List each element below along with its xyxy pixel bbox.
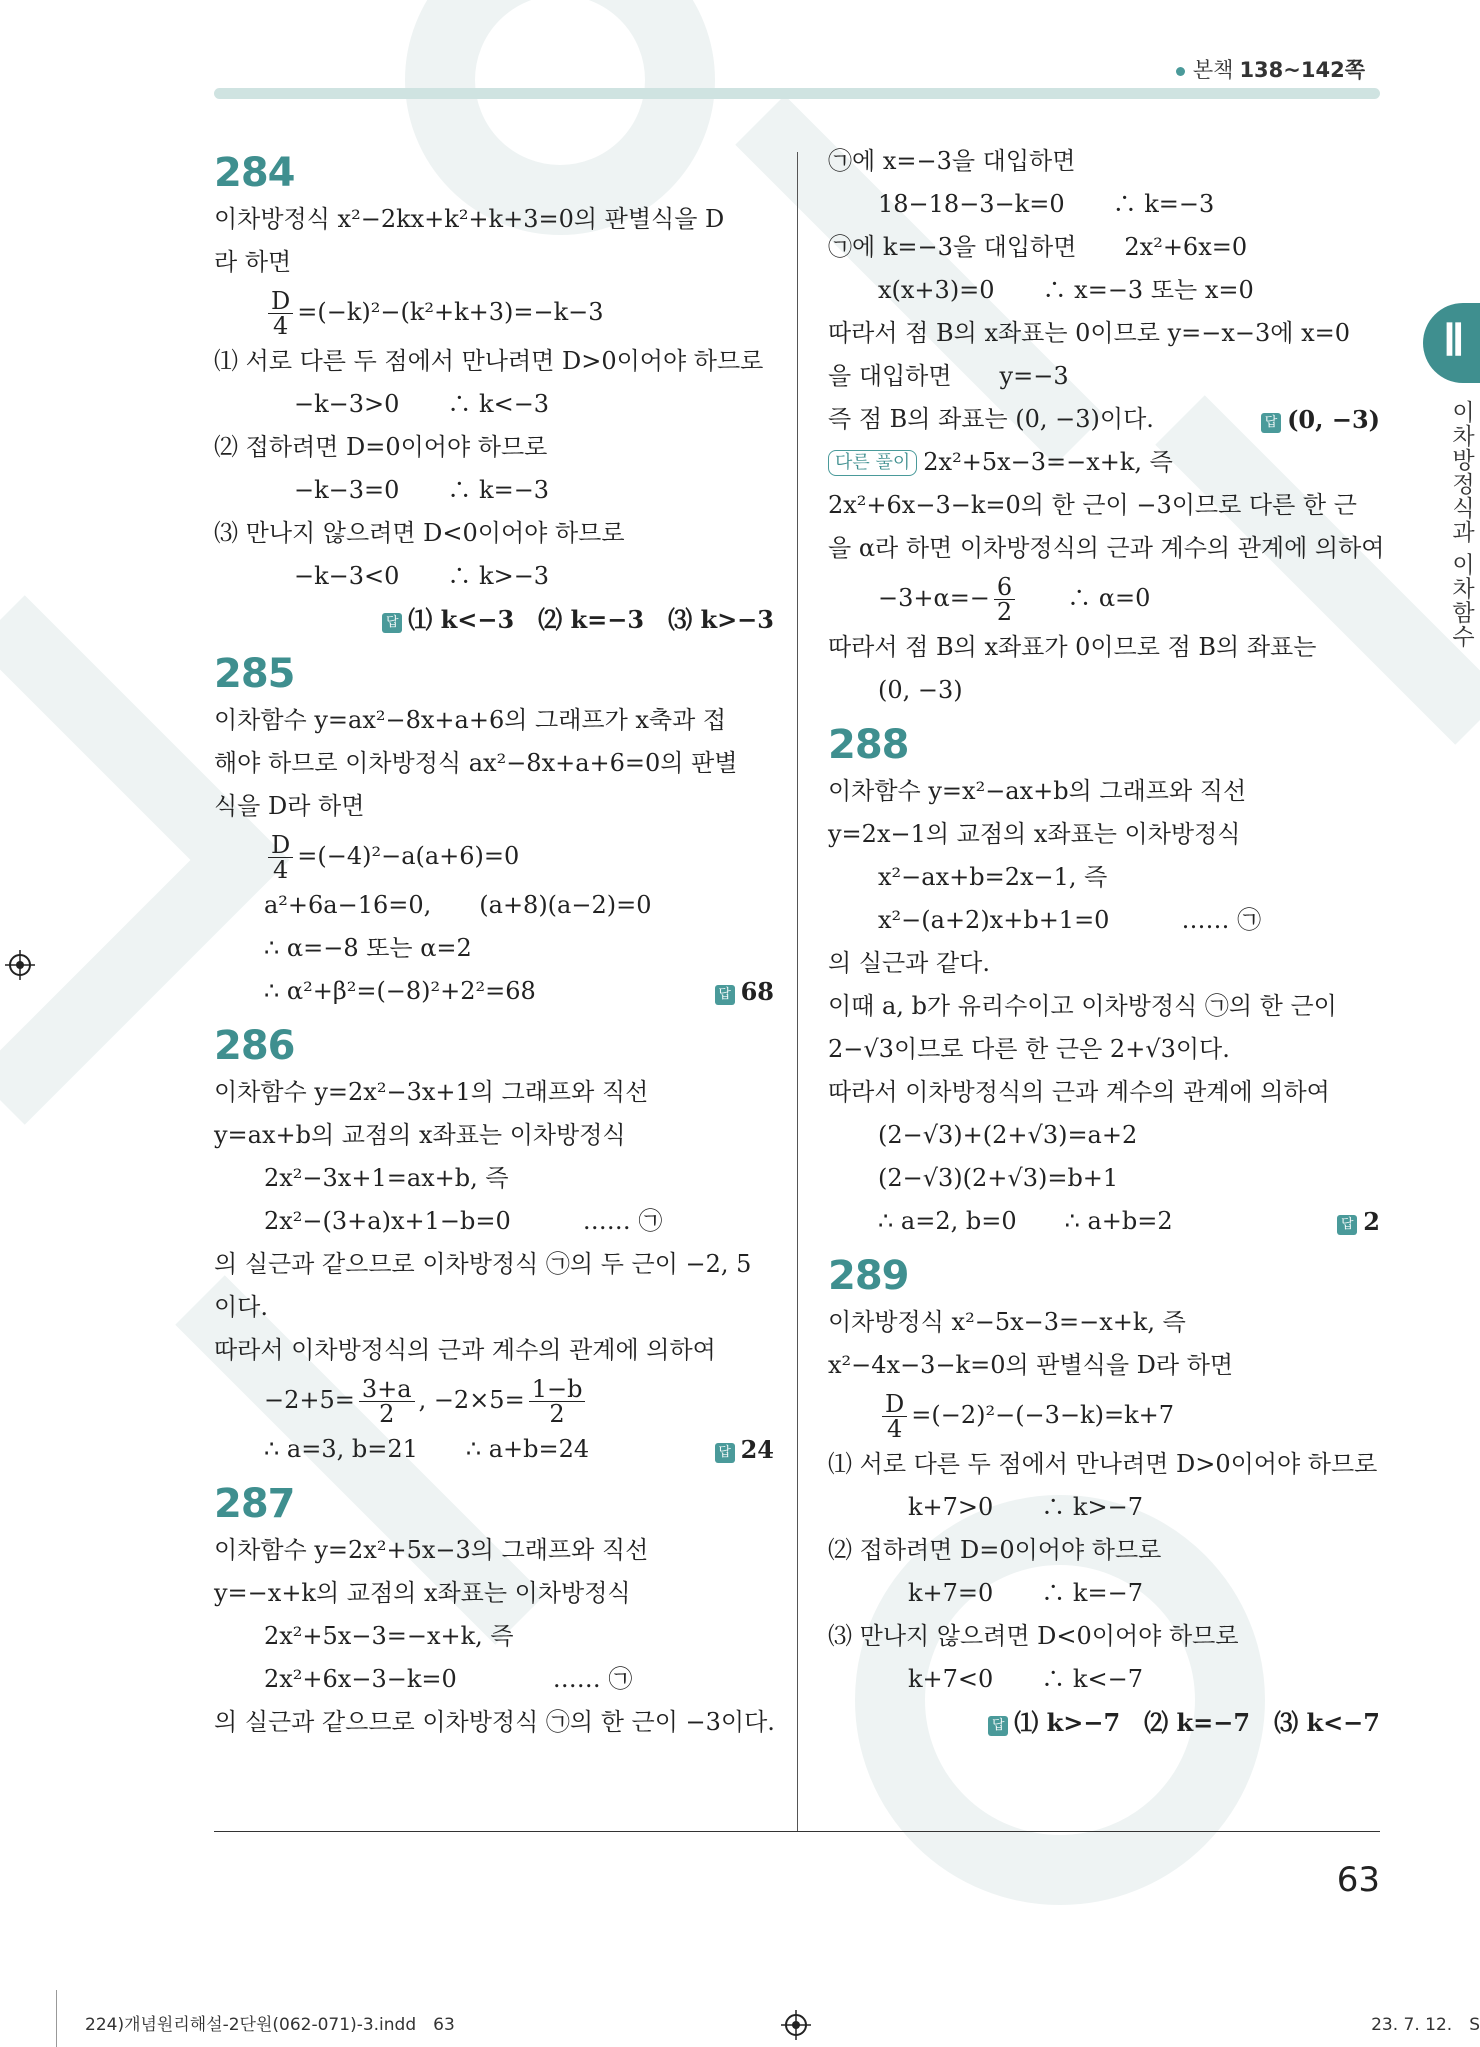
footer-date: 23. 7. 12. S [1371, 2015, 1480, 2035]
text-line: y=2x−1의 교점의 x좌표는 이차방정식 [828, 820, 1241, 848]
formula-line: 2x²−(3+a)x+1−b=0 …… ㉠ [264, 1207, 663, 1235]
crop-mark [56, 1990, 57, 2047]
formula-line: (2−√3)(2+√3)=b+1 [878, 1164, 1119, 1192]
text-line: 즉 점 B의 좌표는 (0, −3)이다. 답 (0, −3) [828, 405, 1380, 434]
problem-number: 287 [214, 1481, 295, 1527]
text-line: ⑶ 만나지 않으려면 D<0이어야 하므로 [214, 519, 625, 547]
page-reference: 본책 138~142쪽 [1176, 54, 1365, 84]
fraction: $\frac{D}{4}$ [268, 289, 293, 338]
right-column [828, 140, 1385, 1744]
text-line: 이차함수 y=2x²−3x+1의 그래프와 직선 [214, 1078, 649, 1106]
text-line: 해야 하므로 이차방정식 ax²−8x+a+6=0의 판별 [214, 749, 738, 777]
chapter-tab: Ⅱ [1423, 303, 1480, 383]
text-line: 이차방정식 x²−2kx+k²+k+3=0의 판별식을 D [214, 205, 725, 233]
text-line: ⑶ 만나지 않으려면 D<0이어야 하므로 [828, 1622, 1239, 1650]
formula-line: x²−(a+2)x+b+1=0 …… ㉠ [878, 906, 1262, 934]
text-line: 다른 풀이 2x²+5x−3=−x+k, 즉 [828, 441, 1380, 484]
problem-number: 284 [214, 150, 295, 196]
text-line: 이차함수 y=2x²+5x−3의 그래프와 직선 [214, 1536, 649, 1564]
formula-line: k+7<0 ∴ k<−7 [908, 1665, 1143, 1693]
fraction: $\frac{3+a}{2}$ [359, 1377, 415, 1426]
header-bar [214, 88, 1380, 99]
fraction: $\frac{6}{2}$ [994, 575, 1015, 624]
text-line: 이차함수 y=x²−ax+b의 그래프와 직선 [828, 777, 1247, 805]
formula-line: $\frac{D}{4}$ =(−k)²−(k²+k+3)=−k−3 [214, 284, 774, 340]
formula-line: $\frac{D}{4}$ =(−2)²−(−3−k)=k+7 [828, 1387, 1380, 1443]
formula-line: $\frac{D}{4}$ =(−4)²−a(a+6)=0 [214, 828, 774, 884]
formula-line: −k−3>0 ∴ k<−3 [294, 390, 550, 418]
formula-line: x²−ax+b=2x−1, 즉 [878, 863, 1108, 891]
answer-icon: 답 [715, 985, 735, 1005]
answer-icon: 답 [1261, 413, 1281, 433]
text-line: 따라서 이차방정식의 근과 계수의 관계에 의하여 [214, 1336, 716, 1364]
formula-line: −2+5= $\frac{3+a}{2}$ , −2×5= $\frac{1-b}{2}$ [214, 1372, 774, 1428]
formula-line: −k−3<0 ∴ k>−3 [294, 562, 550, 590]
chapter-title: 이차방정식과 이차함수 [1448, 400, 1474, 649]
problem-number: 288 [828, 722, 909, 768]
bottom-rule [214, 1831, 1380, 1832]
text-line: ⑵ 접하려면 D=0이어야 하므로 [214, 433, 548, 461]
formula-line: 2x²−3x+1=ax+b, 즉 [264, 1164, 509, 1192]
left-column [214, 140, 774, 1744]
answer: 답 ⑴ k>−7 ⑵ k=−7 ⑶ k<−7 [828, 1701, 1380, 1744]
answer-icon: 답 [1337, 1215, 1357, 1235]
answer-icon: 답 [382, 613, 402, 633]
text-line: 을 대입하면 y=−3 [828, 362, 1069, 390]
text-line: ㉠에 k=−3을 대입하면 2x²+6x=0 [828, 233, 1248, 261]
text-line: 이때 a, b가 유리수이고 이차방정식 ㉠의 한 근이 [828, 992, 1337, 1020]
formula-line: ∴ a=3, b=21 ∴ a+b=24 답 24 [264, 1435, 774, 1464]
text-line: 2−√3이므로 다른 한 근은 2+√3이다. [828, 1035, 1230, 1063]
formula-line: 2x²+5x−3=−x+k, 즉 [264, 1622, 514, 1650]
formula-line: (2−√3)+(2+√3)=a+2 [878, 1121, 1138, 1149]
formula-line: k+7>0 ∴ k>−7 [908, 1493, 1143, 1521]
registration-mark-icon [5, 950, 35, 980]
text-line: 따라서 이차방정식의 근과 계수의 관계에 의하여 [828, 1078, 1330, 1106]
text-line: 을 α라 하면 이차방정식의 근과 계수의 관계에 의하여 [828, 534, 1385, 562]
fraction: $\frac{1-b}{2}$ [529, 1377, 586, 1426]
formula-line: k+7=0 ∴ k=−7 [908, 1579, 1143, 1607]
problem-number: 286 [214, 1023, 295, 1069]
formula-line: x(x+3)=0 ∴ x=−3 또는 x=0 [878, 276, 1254, 304]
text-line: 의 실근과 같다. [828, 949, 990, 977]
problem-number: 285 [214, 651, 295, 697]
alt-solution-badge: 다른 풀이 [828, 450, 917, 476]
problem-number: 289 [828, 1253, 909, 1299]
registration-mark-icon [781, 2010, 811, 2040]
formula-line: ∴ α²+β²=(−8)²+2²=68 답 68 [264, 977, 774, 1006]
text-line: 따라서 점 B의 x좌표는 0이므로 y=−x−3에 x=0 [828, 319, 1351, 347]
text-line: 2x²+6x−3−k=0의 한 근이 −3이므로 다른 한 근 [828, 491, 1357, 519]
bullet-icon [1176, 67, 1185, 76]
fraction: $\frac{D}{4}$ [268, 833, 293, 882]
formula-line: −3+α=− $\frac{6}{2}$ ∴ α=0 [878, 573, 1151, 626]
text-line: ⑵ 접하려면 D=0이어야 하므로 [828, 1536, 1162, 1564]
text-line: 식을 D라 하면 [214, 792, 365, 820]
text-line: 따라서 점 B의 x좌표가 0이므로 점 B의 좌표는 [828, 633, 1317, 661]
answer-icon: 답 [988, 1716, 1008, 1736]
text-line: 라 하면 [214, 248, 292, 276]
footer-filename: 224)개념원리해설-2단원(062-071)-3.indd 63 [85, 2015, 455, 2035]
formula-line: ∴ a=2, b=0 ∴ a+b=2 답 2 [878, 1207, 1380, 1236]
answer-icon: 답 [715, 1443, 735, 1463]
answer: 답 ⑴ k<−3 ⑵ k=−3 ⑶ k>−3 [214, 598, 774, 641]
text-line: ⑴ 서로 다른 두 점에서 만나려면 D>0이어야 하므로 [214, 347, 764, 375]
fraction: $\frac{D}{4}$ [882, 1392, 907, 1441]
text-line: y=ax+b의 교점의 x좌표는 이차방정식 [214, 1121, 626, 1149]
formula-line: ∴ α=−8 또는 α=2 [264, 934, 472, 962]
text-line: 이차함수 y=ax²−8x+a+6의 그래프가 x축과 접 [214, 706, 727, 734]
text-line: y=−x+k의 교점의 x좌표는 이차방정식 [214, 1579, 631, 1607]
text-line: ㉠에 x=−3을 대입하면 [828, 147, 1076, 175]
column-divider [797, 152, 798, 1832]
text-line: 이다. [214, 1293, 268, 1321]
text-line: ⑴ 서로 다른 두 점에서 만나려면 D>0이어야 하므로 [828, 1450, 1378, 1478]
text-line: 이차방정식 x²−5x−3=−x+k, 즉 [828, 1308, 1186, 1336]
text-line: 의 실근과 같으므로 이차방정식 ㉠의 한 근이 −3이다. [214, 1708, 775, 1736]
text-line: x²−4x−3−k=0의 판별식을 D라 하면 [828, 1351, 1234, 1379]
formula-line: a²+6a−16=0, (a+8)(a−2)=0 [264, 891, 652, 919]
text-line: 의 실근과 같으므로 이차방정식 ㉠의 두 근이 −2, 5 [214, 1250, 752, 1278]
formula-line: (0, −3) [878, 676, 963, 704]
formula-line: −k−3=0 ∴ k=−3 [294, 476, 550, 504]
formula-line: 2x²+6x−3−k=0 …… ㉠ [264, 1665, 633, 1693]
page-number: 63 [1336, 1860, 1380, 1900]
formula-line: 18−18−3−k=0 ∴ k=−3 [878, 190, 1215, 218]
